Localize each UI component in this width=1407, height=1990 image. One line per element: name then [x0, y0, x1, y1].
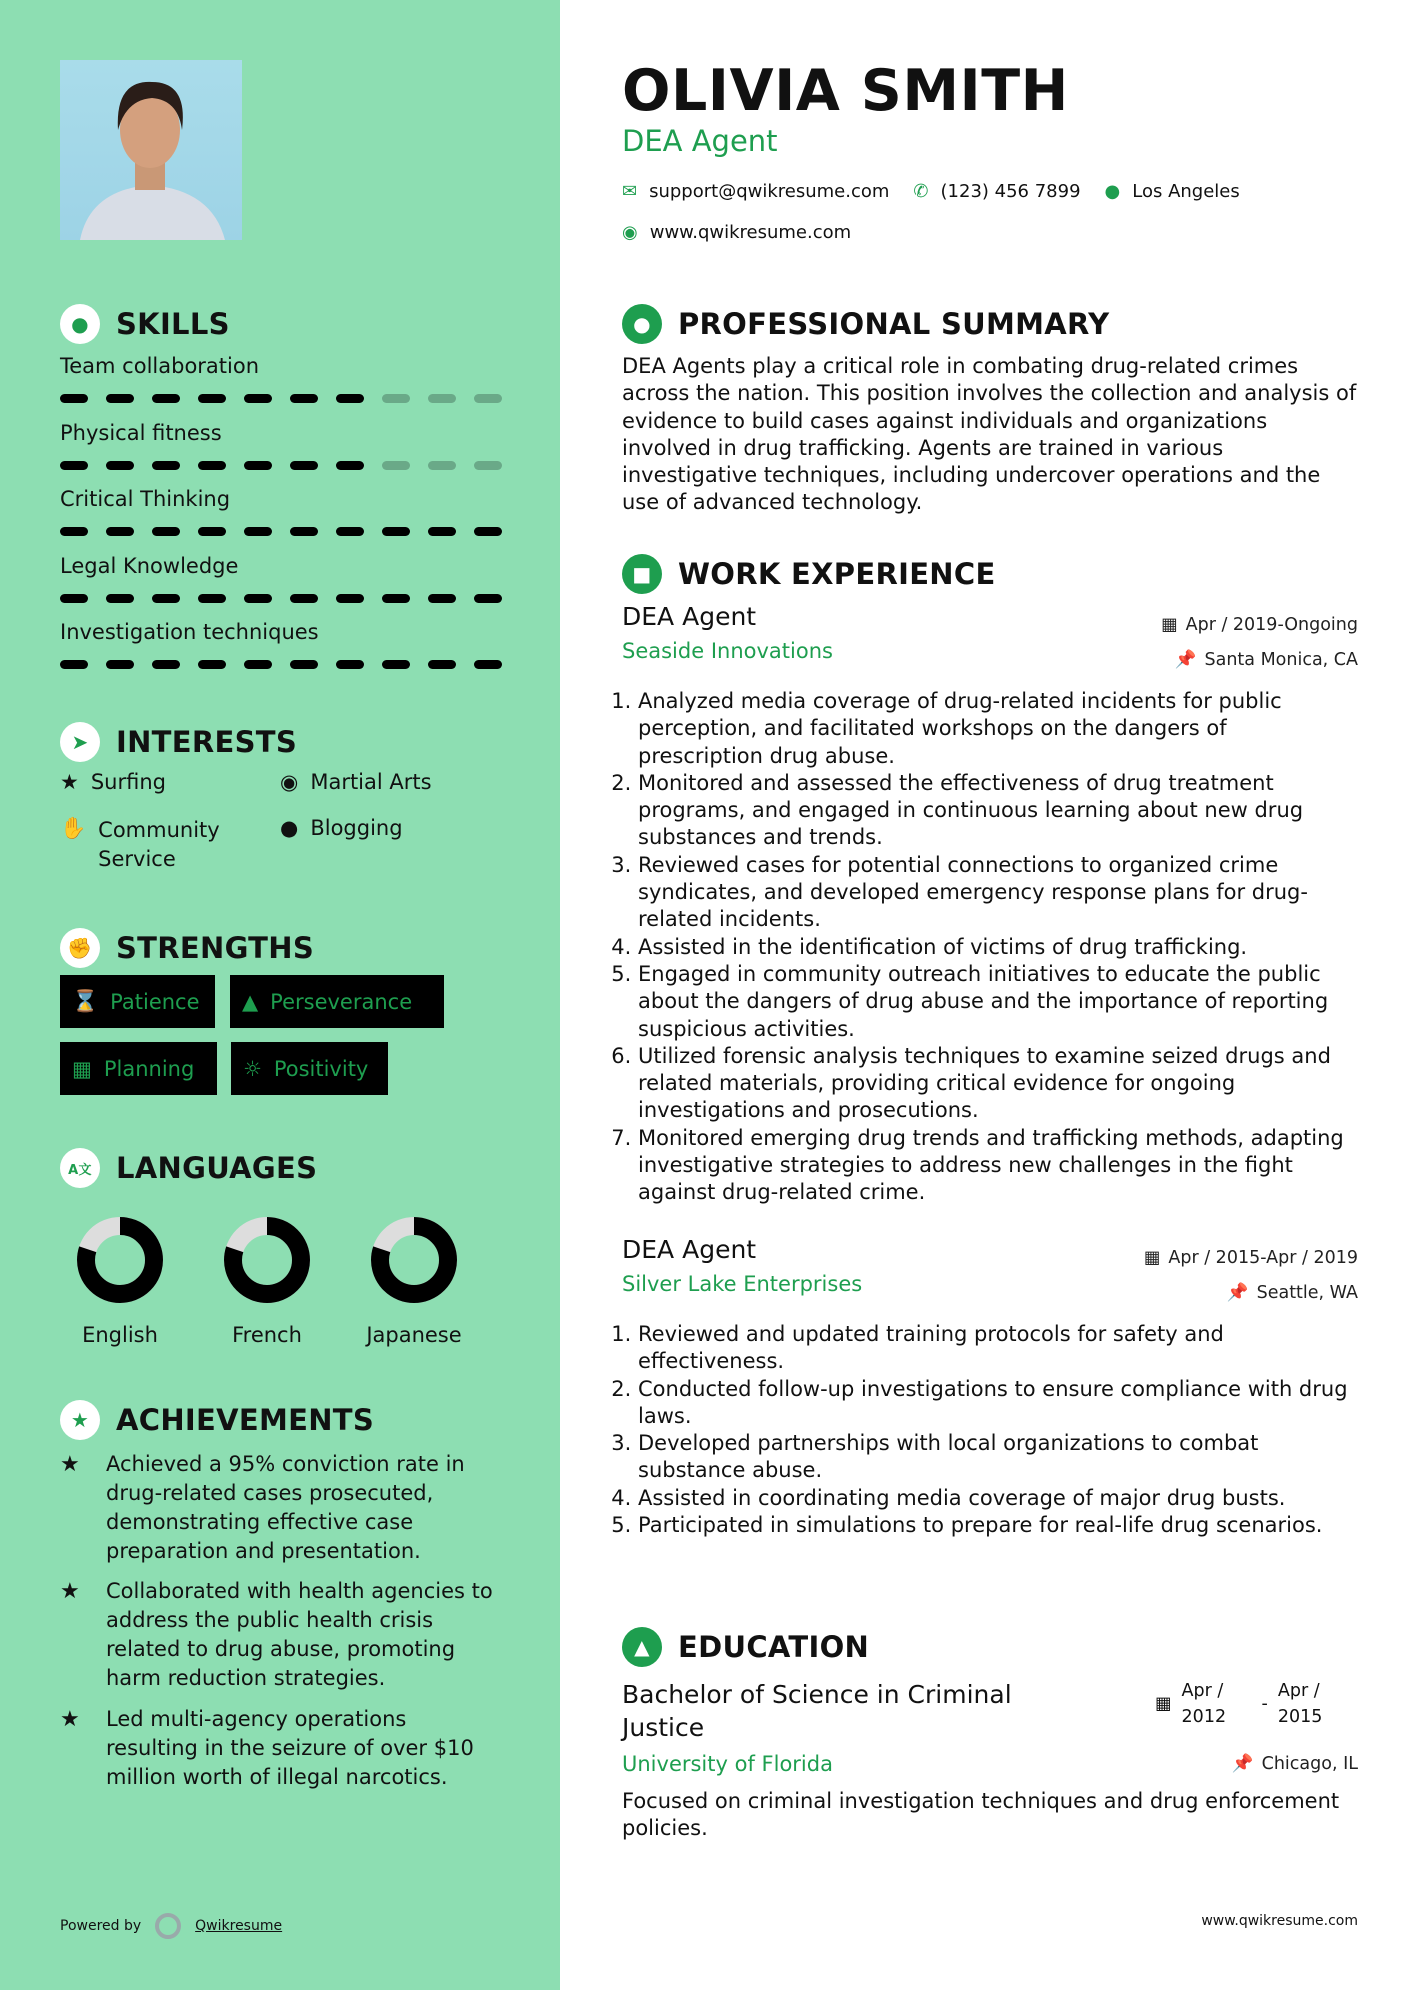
skill-level-segment: [60, 594, 88, 603]
job-dates-text: Apr / 2019-Ongoing: [1185, 615, 1358, 635]
profile-photo: [60, 60, 242, 240]
skills-title: SKILLS: [116, 307, 230, 341]
interest-label-line1: Community: [98, 818, 220, 842]
languages-heading: [60, 1148, 317, 1188]
skill-level-segment: [244, 394, 272, 403]
company: Silver Lake Enterprises: [622, 1272, 863, 1296]
skill-level-segment: [290, 594, 318, 603]
skill-level-segment: [474, 461, 502, 470]
skill-level-segment: [382, 527, 410, 536]
job-bullet: 5. Engaged in community outreach initiatives to educate the public about the dangers of drug abuse and the importance of reporting suspicious activities.: [638, 961, 1354, 1043]
hourglass-icon: ⌛: [72, 989, 99, 1013]
language-item: [60, 1215, 180, 1347]
phone-icon: ✆: [913, 181, 929, 202]
lightbulb-icon: ●: [60, 304, 100, 344]
education-dates: [1155, 1678, 1322, 1730]
briefcase-icon: ■: [622, 554, 662, 594]
achievement-item: [60, 1577, 500, 1693]
job-bullet: 4. Assisted in the identification of victims of drug trafficking.: [638, 934, 1354, 961]
hand-icon: ✋: [60, 816, 87, 840]
skill-level-segment: [290, 660, 318, 669]
skill-level-segment: [152, 660, 180, 669]
skill-level-segment: [382, 660, 410, 669]
skill-level-segment: [198, 660, 226, 669]
job-title: DEA Agent: [622, 124, 778, 158]
skill-level-segment: [474, 527, 502, 536]
summary-heading: [622, 304, 1358, 344]
education-location-text: Chicago, IL: [1261, 1754, 1358, 1774]
job-position: DEA Agent: [622, 1235, 757, 1264]
end-month: Apr /: [1277, 1681, 1320, 1701]
job-bullet: 5. Participated in simulations to prepare for real-life drug scenarios.: [638, 1512, 1354, 1539]
star-icon: ★: [60, 1452, 80, 1477]
interest-item: [280, 770, 432, 794]
summary-title: PROFESSIONAL SUMMARY: [678, 307, 1110, 341]
skill-level-segment: [198, 394, 226, 403]
achievements-title: ACHIEVEMENTS: [116, 1403, 375, 1437]
skill-level-segment: [244, 461, 272, 470]
interest-label: Martial Arts: [310, 770, 432, 794]
interest-label-line2: Service: [98, 847, 176, 871]
interests-heading: [60, 722, 297, 762]
skill-level-segment: [152, 594, 180, 603]
achievement-item: [60, 1705, 500, 1792]
website[interactable]: www.qwikresume.com: [649, 222, 852, 243]
candidate-name: OLIVIA SMITH: [622, 58, 1069, 124]
start-year: 2012: [1181, 1707, 1227, 1727]
skill-level-segment: [60, 660, 88, 669]
interest-label: Surfing: [90, 770, 166, 794]
email[interactable]: support@qwikresume.com: [649, 181, 890, 202]
skill-label: Critical Thinking: [60, 487, 231, 511]
skill-level-segment: [244, 594, 272, 603]
job-bullet: 7. Monitored emerging drug trends and trafficking methods, adapting investigative strategies to address new challenges in the fight against drug-related crime.: [638, 1125, 1354, 1207]
job-dates-text: Apr / 2015-Apr / 2019: [1168, 1248, 1358, 1268]
language-donut: [75, 1215, 165, 1305]
envelope-icon: ✉: [622, 181, 638, 202]
skill-level-segment: [106, 594, 134, 603]
road-icon: ▲: [242, 989, 259, 1014]
degree: Bachelor of Science in Criminal Justice: [622, 1680, 1012, 1742]
achievement-text: Achieved a 95% conviction rate in drug-related cases prosecuted, demonstrating effective case preparation and presentation.: [106, 1452, 465, 1563]
pushpin-icon: 📌: [1226, 1283, 1249, 1303]
graduation-cap-icon: ▲: [622, 1627, 662, 1667]
company: Seaside Innovations: [622, 639, 833, 663]
end-date: [1278, 1678, 1323, 1730]
strength-badge: [231, 1042, 388, 1095]
paper-plane-icon: ➤: [60, 722, 100, 762]
work-title: WORK EXPERIENCE: [678, 557, 996, 591]
date-separator: -: [1261, 1694, 1268, 1714]
skill-level-bar: [60, 394, 502, 403]
phone: (123) 456 7899: [940, 181, 1081, 202]
sun-icon: ☼: [243, 1056, 262, 1081]
job-bullet: 1. Reviewed and updated training protocols for safety and effectiveness.: [638, 1321, 1354, 1376]
language-item: [207, 1215, 327, 1347]
start-month: Apr /: [1181, 1681, 1224, 1701]
skill-label: Physical fitness: [60, 420, 222, 445]
star-icon: ★: [60, 1579, 80, 1604]
skill-level-segment: [106, 394, 134, 403]
skill-level-segment: [106, 527, 134, 536]
job-bullet: 3. Developed partnerships with local organizations to combat substance abuse.: [638, 1430, 1354, 1485]
language-donut: [369, 1215, 459, 1305]
skill-level-segment: [336, 660, 364, 669]
education-title: EDUCATION: [678, 1630, 870, 1664]
map-pin-icon: ●: [1104, 181, 1121, 202]
language-label: French: [232, 1323, 302, 1347]
achievement-text: Collaborated with health agencies to address the public health crisis related to drug abuse, promoting harm reduction strategies.: [106, 1579, 493, 1690]
interest-item: [280, 816, 403, 840]
job-dates: [1161, 615, 1358, 635]
skill-level-segment: [474, 394, 502, 403]
job-bullets: [618, 1321, 1354, 1539]
skill-level-segment: [428, 461, 456, 470]
interest-item: [60, 770, 166, 794]
powered-by: [60, 1913, 282, 1939]
interest-label: [98, 816, 220, 874]
fist-icon: ✊: [60, 928, 100, 968]
achievement-text: Led multi-agency operations resulting in the seizure of over $10 million worth of illegal narcotics.: [106, 1707, 474, 1789]
job-bullet: 2. Monitored and assessed the effectiveness of drug treatment programs, and engaged in continuous learning about new drug substances and trends.: [638, 770, 1354, 852]
globe-icon: ◉: [622, 222, 638, 243]
skill-level-segment: [382, 394, 410, 403]
skill-label: Investigation techniques: [60, 620, 319, 644]
strength-badge: [230, 975, 444, 1028]
star-icon: ★: [60, 1707, 80, 1732]
calendar-icon: ▦: [72, 1056, 92, 1081]
pushpin-icon: 📌: [1174, 650, 1197, 670]
skill-level-segment: [428, 594, 456, 603]
job-bullet: 6. Utilized forensic analysis techniques to examine seized drugs and related materials, providing critical evidence for ongoing investigations and prosecutions.: [638, 1043, 1354, 1125]
education-location: [1232, 1754, 1358, 1774]
job-bullet: 1. Analyzed media coverage of drug-related incidents for public perception, and facilitated workshops on the dangers of prescription drug abuse.: [638, 688, 1354, 770]
translate-icon: A文: [60, 1148, 100, 1188]
skill-level-segment: [152, 527, 180, 536]
strength-label: Perseverance: [270, 989, 413, 1014]
achievements-heading: [60, 1400, 374, 1440]
skills-heading: [60, 304, 230, 344]
skill-level-segment: [382, 594, 410, 603]
language-label: Japanese: [366, 1323, 462, 1347]
language-donut: [222, 1215, 312, 1305]
user-icon: ●: [622, 304, 662, 344]
work-heading: [622, 554, 1358, 594]
globe-icon: ◉: [280, 770, 299, 794]
qwikresume-logo-icon: [155, 1913, 181, 1939]
strength-label: Positivity: [273, 1056, 369, 1081]
skill-level-segment: [336, 394, 364, 403]
language-item: [354, 1215, 474, 1347]
skill-level-segment: [428, 660, 456, 669]
interest-label: Blogging: [310, 816, 403, 840]
languages-title: LANGUAGES: [116, 1151, 318, 1185]
calendar-icon: ▦: [1143, 1248, 1161, 1268]
strength-badge: [60, 975, 215, 1028]
skill-label: Team collaboration: [60, 354, 260, 378]
job-position: DEA Agent: [622, 602, 757, 631]
skill-level-segment: [60, 461, 88, 470]
skill-level-segment: [428, 527, 456, 536]
strength-label: Patience: [110, 989, 200, 1014]
interests-title: INTERESTS: [116, 725, 298, 759]
achievement-item: [60, 1450, 500, 1566]
pushpin-icon: 📌: [1231, 1754, 1254, 1774]
summary-text: DEA Agents play a critical role in combating drug-related crimes across the nation. This position involves the collection and analysis of evidence to build cases against individuals and organizations involved in drug trafficking. Agents are trained in various investigative techniques, including undercover operations and the use of advanced technology.: [622, 354, 1357, 515]
language-label: English: [82, 1323, 158, 1347]
skill-level-segment: [198, 594, 226, 603]
job-location-text: Seattle, WA: [1256, 1283, 1358, 1303]
skill-level-segment: [382, 461, 410, 470]
skill-level-segment: [336, 527, 364, 536]
skill-level-segment: [336, 594, 364, 603]
job-location: [1175, 650, 1358, 670]
skill-level-bar: [60, 461, 502, 470]
skill-level-segment: [244, 660, 272, 669]
skill-level-segment: [198, 527, 226, 536]
skill-level-segment: [106, 660, 134, 669]
job-bullet: 4. Assisted in coordinating media coverage of major drug busts.: [638, 1485, 1354, 1512]
job-bullet: 2. Conducted follow-up investigations to ensure compliance with drug laws.: [638, 1376, 1354, 1431]
interest-item: [60, 816, 220, 874]
skill-level-segment: [106, 461, 134, 470]
job-bullet: 3. Reviewed cases for potential connections to organized crime syndicates, and developed emergency response plans for drug-related incidents.: [638, 852, 1354, 934]
powered-by-label: Powered by: [60, 1918, 142, 1934]
calendar-icon: ▦: [1155, 1694, 1172, 1714]
strength-label: Planning: [103, 1056, 195, 1081]
end-year: 2015: [1277, 1707, 1323, 1727]
skill-level-segment: [336, 461, 364, 470]
job-location: [1227, 1283, 1358, 1303]
calendar-icon: ▦: [1161, 615, 1178, 635]
skill-level-segment: [290, 527, 318, 536]
skill-level-bar: [60, 594, 502, 603]
skill-level-segment: [428, 394, 456, 403]
skill-level-segment: [244, 527, 272, 536]
skill-level-segment: [60, 394, 88, 403]
skill-level-segment: [152, 394, 180, 403]
skill-level-bar: [60, 527, 502, 536]
strength-badge: [60, 1042, 217, 1095]
star-badge-icon: ★: [60, 1400, 100, 1440]
website-row: [622, 222, 1358, 243]
skill-level-bar: [60, 660, 502, 669]
skill-level-segment: [198, 461, 226, 470]
job-location-text: Santa Monica, CA: [1204, 650, 1358, 670]
footer-website[interactable]: www.qwikresume.com: [1201, 1913, 1358, 1929]
skill-level-segment: [290, 394, 318, 403]
location: Los Angeles: [1132, 181, 1240, 202]
strengths-title: STRENGTHS: [116, 931, 315, 965]
skill-level-segment: [152, 461, 180, 470]
skill-label: Legal Knowledge: [60, 553, 239, 578]
skill-level-segment: [60, 527, 88, 536]
skill-level-segment: [474, 594, 502, 603]
job-bullets: [618, 688, 1354, 1207]
job-dates: [1144, 1248, 1358, 1268]
education-heading: [622, 1627, 1358, 1667]
contact-row: [622, 181, 1358, 202]
skill-level-segment: [290, 461, 318, 470]
strengths-heading: [60, 928, 314, 968]
skill-level-segment: [474, 660, 502, 669]
star-icon: ★: [60, 770, 79, 794]
school: University of Florida: [622, 1752, 833, 1776]
start-date: [1182, 1678, 1252, 1730]
users-icon: ●: [280, 816, 299, 840]
qwikresume-link[interactable]: Qwikresume: [195, 1918, 283, 1934]
education-description: Focused on criminal investigation techniques and drug enforcement policies.: [622, 1789, 1340, 1841]
